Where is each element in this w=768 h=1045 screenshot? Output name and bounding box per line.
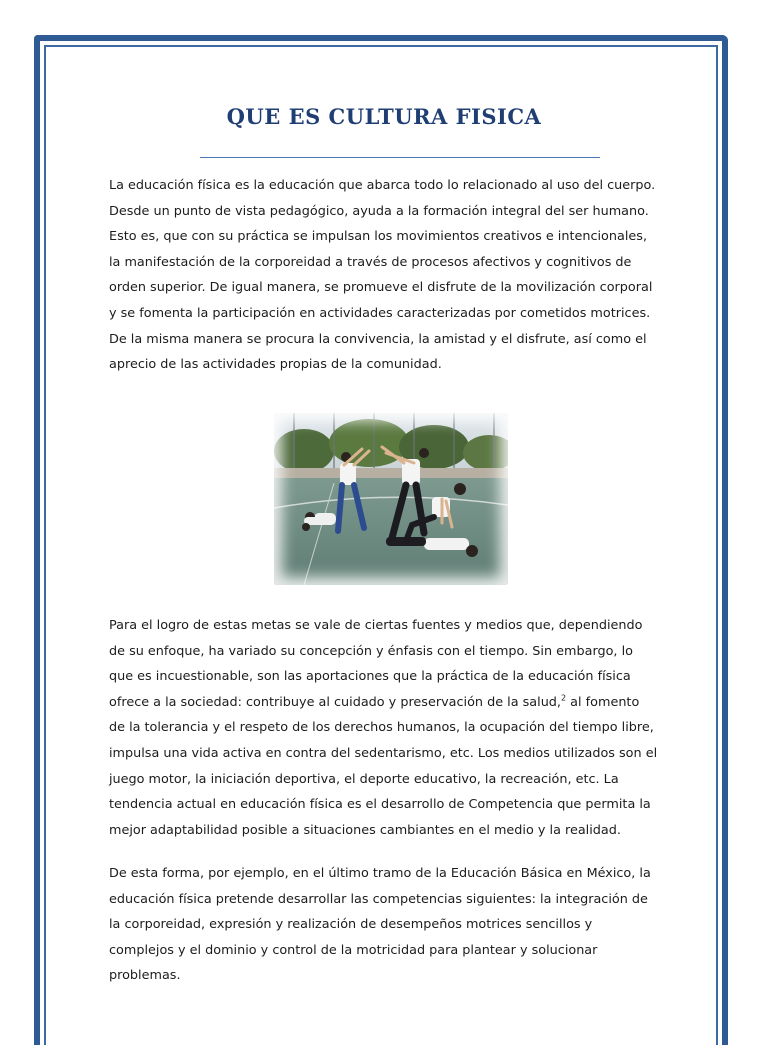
page-title: QUE ES CULTURA FISICA [226,104,542,129]
paragraph-goals [109,613,659,843]
paragraph-goals-text-a: Para el logro de estas metas se vale de ciertas fuentes y medios que, dependiendo de su enfoque, ha variado su concepción y énfasis con el tiempo. Sin embargo, lo que es incuestionable, son las aportaciones que la práctica de la educación física ofrece a la sociedad: contribuye al cuidado y preservación de la salud, [109,618,643,710]
paragraph-competencies: De esta forma, por ejemplo, en el último tramo de la Educación Básica en México, la educación física pretende desarrollar las competencias siguientes: la integración de la corporeidad, expresión y realización de desempeños motrices sencillos y complejos y el dominio y control de la motricidad para plantear y solucionar problemas. [109,866,651,984]
title-underline [200,157,600,158]
students-acrobatics-photo [274,413,508,585]
footnote-ref: 2 [561,693,567,703]
paragraph-intro: La educación física es la educación que abarca todo lo relacionado al uso del cuerpo. Desde un punto de vista pedagógico, ayuda a la formación integral del ser humano. Esto es, que con su práctica se impulsan los movimientos creativos e intencionales, la manifestación de la corporeidad a través de procesos afectivos y cognitivos de orden superior. De igual manera, se promueve el disfrute de la movilización corporal y se fomenta la participación en actividades caracterizadas por cometidos motrices. De la misma manera se procura la convivencia, la amistad y el disfrute, así como el aprecio de las actividades propias de la comunidad. [109,178,656,373]
paragraph-goals-text-b: al fomento de la tolerancia y el respeto de los derechos humanos, la ocupación del tiempo libre, impulsa una vida activa en contra del sedentarismo, etc. Los medios utilizados son el juego motor, la iniciación deportiva, el deporte educativo, la recreación, etc. La tendencia actual en educación física es el desarrollo de Competencia que permita la mejor adaptabilidad posible a situaciones cambiantes en el medio y la realidad. [109,694,658,838]
